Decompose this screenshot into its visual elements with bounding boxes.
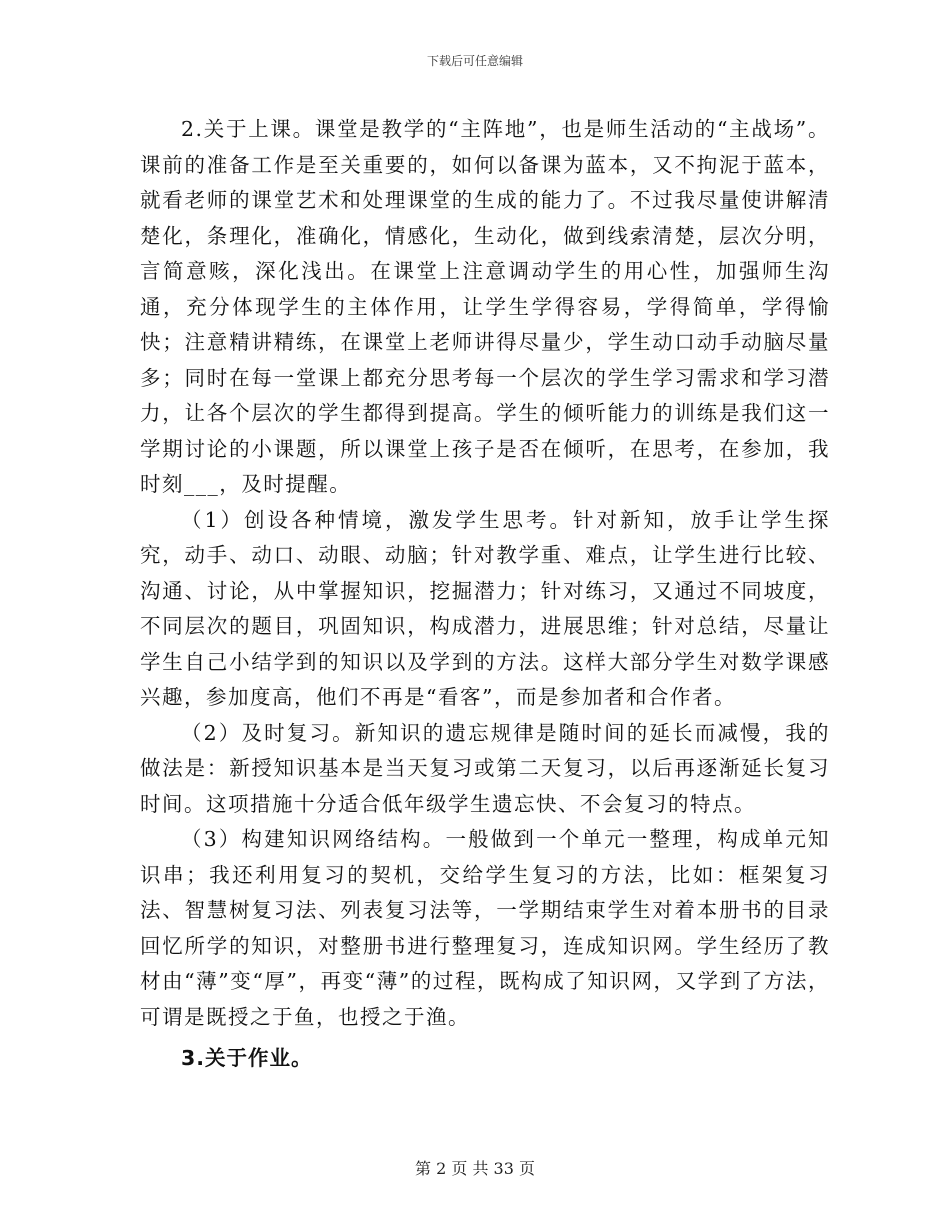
paragraph-point-1: （1）创设各种情境，激发学生思考。针对新知，放手让学生探究，动手、动口、动眼、动脑；针对教学重、难点，让学生进行比较、沟通、讨论，从中掌握知识，挖掘潜力；针对练习，又通过不同坡度，不同层次的题目，巩固知识，构成潜力，进展思维；针对总结，尽量让学生自己小结学到的知识以及学到的方法。这样大部分学生对数学课感兴趣，参加度高，他们不再是“看客”，而是参加者和合作者。 <box>140 507 830 709</box>
document-body <box>140 112 830 1077</box>
page-header: 下载后可任意编辑 <box>426 54 523 68</box>
section-heading-homework: 3.关于作业。 <box>181 1046 313 1070</box>
paragraph-point-2: （2）及时复习。新知识的遗忘规律是随时间的延长而减慢，我的做法是：新授知识基本是当天复习或第二天复习，以后再逐渐延长复习时间。这项措施十分适合低年级学生遗忘快、不会复习的特点。 <box>140 720 830 816</box>
paragraph-point-3: （3）构建知识网络结构。一般做到一个单元一整理，构成单元知识串；我还利用复习的契机，交给学生复习的方法，比如：框架复习法、智慧树复习法、列表复习法等，一学期结束学生对着本册书的目录回忆所学的知识，对整册书进行整理复习，连成知识网。学生经历了教材由“薄”变“厚”，再变“薄”的过程，既构成了知识网，又学到了方法，可谓是既授之于鱼，也授之于渔。 <box>140 827 830 1029</box>
page-number: 第 2 页 共 33 页 <box>415 1159 535 1178</box>
paragraph-about-class: 2.关于上课。课堂是教学的“主阵地”，也是师生活动的“主战场”。课前的准备工作是至关重要的，如何以备课为蓝本，又不拘泥于蓝本，就看老师的课堂艺术和处理课堂的生成的能力了。不过我尽量使讲解清楚化，条理化，准确化，情感化，生动化，做到线索清楚，层次分明，言简意赅，深化浅出。在课堂上注意调动学生的用心性，加强师生沟通，充分体现学生的主体作用，让学生学得容易，学得简单，学得愉快；注意精讲精练，在课堂上老师讲得尽量少，学生动口动手动脑尽量多；同时在每一堂课上都充分思考每一个层次的学生学习需求和学习潜力，让各个层次的学生都得到提高。学生的倾听能力的训练是我们这一学期讨论的小课题，所以课堂上孩子是否在倾听，在思考，在参加，我时刻___，及时提醒。 <box>140 117 830 496</box>
